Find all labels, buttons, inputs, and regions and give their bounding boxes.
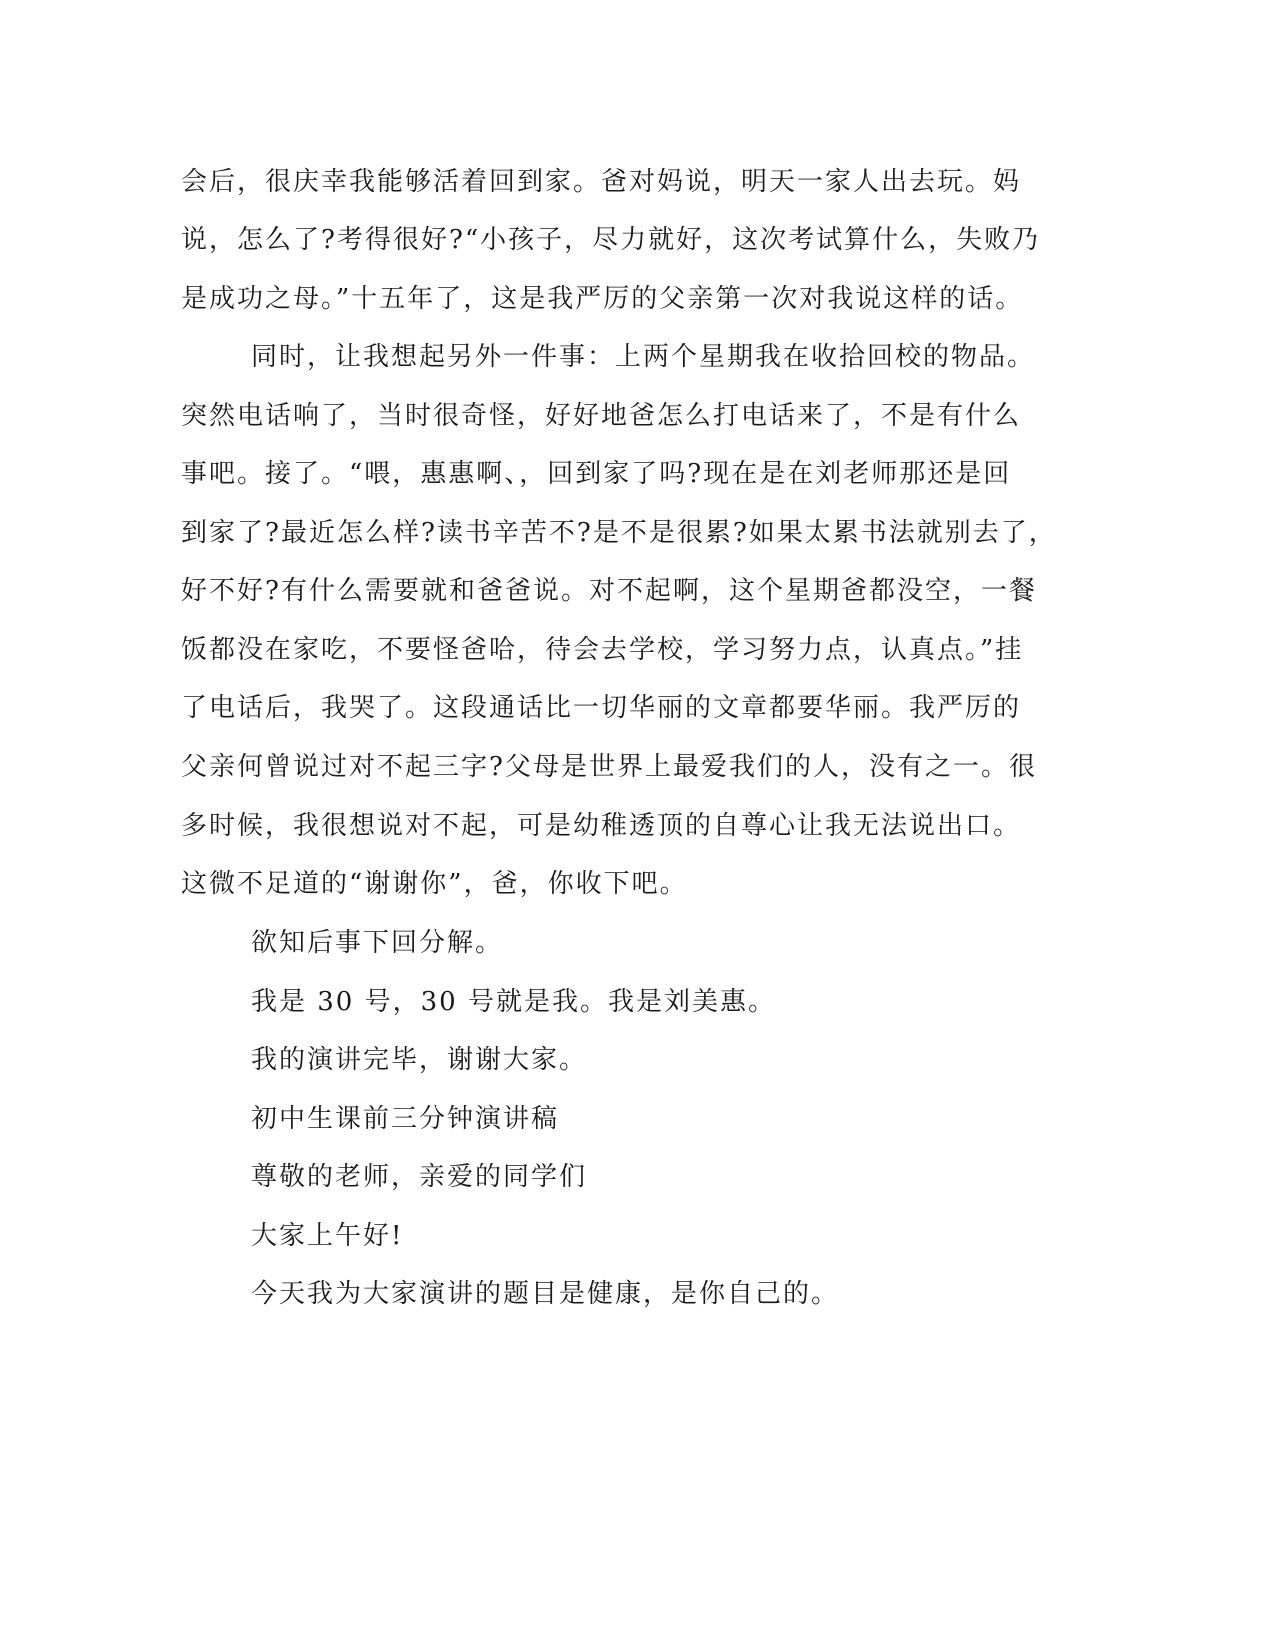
- greeting: 大家上午好!: [251, 1221, 404, 1251]
- paragraph-line: 我的演讲完毕，谢谢大家。: [251, 1045, 588, 1075]
- paragraph-line: 了电话后，我哭了。这段通话比一切华丽的文章都要华丽。我严厉的: [181, 693, 1022, 723]
- paragraph-line: 这微不足道的“谢谢你”，爸，你收下吧。: [181, 869, 688, 899]
- paragraph-line: 突然电话响了，当时很奇怪，好好地爸怎么打电话来了，不是有什么: [181, 401, 1022, 431]
- paragraph-line: 我是 30 号，30 号就是我。我是刘美惠。: [251, 987, 776, 1017]
- paragraph-line: 到家了?最近怎么样?读书辛苦不?是不是很累?如果太累书法就别去了，: [181, 518, 1057, 548]
- speech-title: 初中生课前三分钟演讲稿: [251, 1104, 560, 1134]
- paragraph-line: 说，怎么了?考得很好?“小孩子，尽力就好，这次考试算什么，失败乃: [181, 225, 1041, 255]
- paragraph-line: 是成功之母。”十五年了，这是我严厉的父亲第一次对我说这样的话。: [181, 284, 1024, 314]
- paragraph-line: 事吧。接了。“喂，惠惠啊、，回到家了吗?现在是在刘老师那还是回: [181, 459, 1012, 489]
- paragraph-line: 今天我为大家演讲的题目是健康，是你自己的。: [251, 1279, 840, 1309]
- paragraph-line: 多时候，我很想说对不起，可是幼稚透顶的自尊心让我无法说出口。: [181, 811, 1022, 841]
- paragraph-line: 欲知后事下回分解。: [251, 928, 504, 958]
- paragraph-line: 同时，让我想起另外一件事：上两个星期我在收拾回校的物品。: [251, 342, 1036, 372]
- salutation: 尊敬的老师，亲爱的同学们: [251, 1162, 588, 1192]
- paragraph-line: 饭都没在家吃，不要怪爸哈，待会去学校，学习努力点，认真点。”挂: [181, 635, 1024, 665]
- paragraph-line: 会后，很庆幸我能够活着回到家。爸对妈说，明天一家人出去玩。妈: [181, 167, 1022, 197]
- paragraph-line: 父亲何曾说过对不起三字?父母是世界上最爱我们的人，没有之一。很: [181, 752, 1037, 782]
- paragraph-line: 好不好?有什么需要就和爸爸说。对不起啊，这个星期爸都没空，一餐: [181, 576, 1037, 606]
